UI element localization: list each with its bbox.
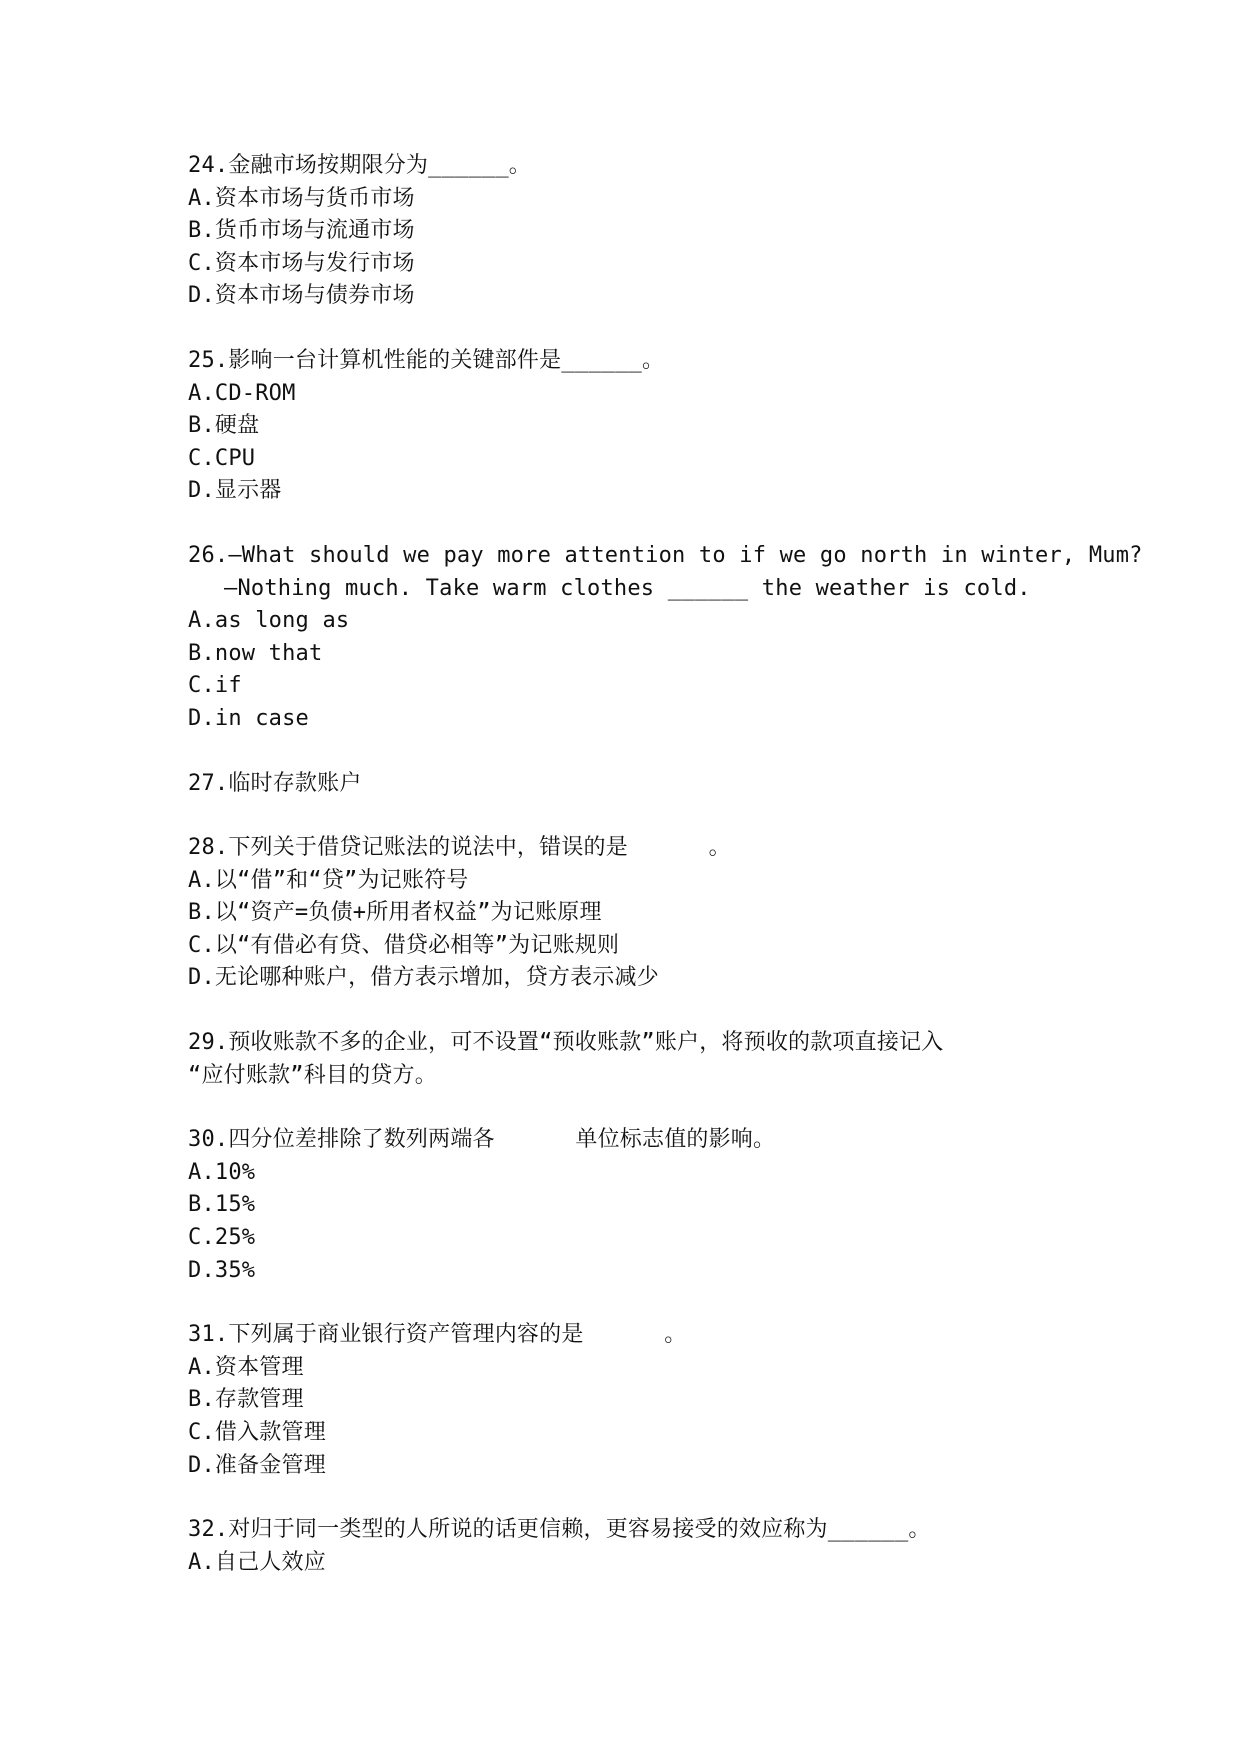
question-stem-continuation: —Nothing much. Take warm clothes ______ the weather is cold. (224, 575, 1031, 601)
question-stem: 25.影响一台计算机性能的关键部件是______。 (188, 347, 665, 373)
question-stem: 32.对归于同一类型的人所说的话更信赖，更容易接受的效应称为______。 (188, 1517, 931, 1543)
option-d: D.in case (188, 705, 310, 731)
question-stem: 26.—What should we pay more attention to if we go north in winter, Mum? (188, 542, 1143, 568)
option-a: A.资本市场与货币市场 (188, 185, 415, 211)
option-b: B.15% (188, 1192, 256, 1218)
option-c: C.25% (188, 1225, 256, 1251)
question-stem-continuation: “应付账款”科目的贷方。 (188, 1062, 437, 1088)
option-a: A.10% (188, 1159, 256, 1185)
option-d: D.无论哪种账户，借方表示增加，贷方表示减少 (188, 965, 659, 991)
option-d: D.资本市场与债券市场 (188, 283, 415, 309)
option-d: D.准备金管理 (188, 1452, 326, 1478)
option-c: C.以“有借必有贷、借贷必相等”为记账规则 (188, 932, 620, 958)
question-stem: 24.金融市场按期限分为______。 (188, 153, 532, 178)
option-a: A.CD-ROM (188, 380, 296, 406)
option-c: C.借入款管理 (188, 1420, 326, 1445)
question-24 (188, 150, 1088, 313)
option-b: B.硬盘 (188, 413, 260, 439)
question-31 (188, 1319, 1088, 1482)
question-stem: 27.临时存款账户 (188, 770, 362, 796)
question-stem: 31.下列属于商业银行资产管理内容的是 。 (188, 1322, 687, 1348)
option-d: D.35% (188, 1257, 256, 1283)
option-b: B.now that (188, 640, 323, 666)
exam-page (188, 150, 1143, 1611)
option-b: B.以“资产=负债+所用者权益”为记账原理 (188, 900, 602, 926)
option-a: A.as long as (188, 608, 350, 634)
option-a: A.自己人效应 (188, 1549, 326, 1575)
question-26 (188, 540, 1143, 736)
question-30 (188, 1124, 1088, 1287)
question-29 (188, 1027, 1088, 1092)
option-c: C.if (188, 673, 242, 699)
question-32 (188, 1514, 1088, 1579)
option-b: B.货币市场与流通市场 (188, 218, 415, 244)
question-stem: 30.四分位差排除了数列两端各 单位标志值的影响。 (188, 1127, 776, 1153)
question-stem: 29.预收账款不多的企业，可不设置“预收账款”账户，将预收的款项直接记入 (188, 1030, 944, 1056)
option-c: C.CPU (188, 445, 256, 471)
question-stem: 28.下列关于借贷记账法的说法中，错误的是 。 (188, 835, 731, 861)
question-28 (188, 832, 1088, 995)
question-27 (188, 768, 1088, 801)
option-b: B.存款管理 (188, 1387, 304, 1413)
question-25 (188, 345, 1088, 508)
option-a: A.以“借”和“贷”为记账符号 (188, 867, 469, 893)
option-d: D.显示器 (188, 478, 282, 504)
option-a: A.资本管理 (188, 1354, 304, 1380)
option-c: C.资本市场与发行市场 (188, 250, 415, 276)
